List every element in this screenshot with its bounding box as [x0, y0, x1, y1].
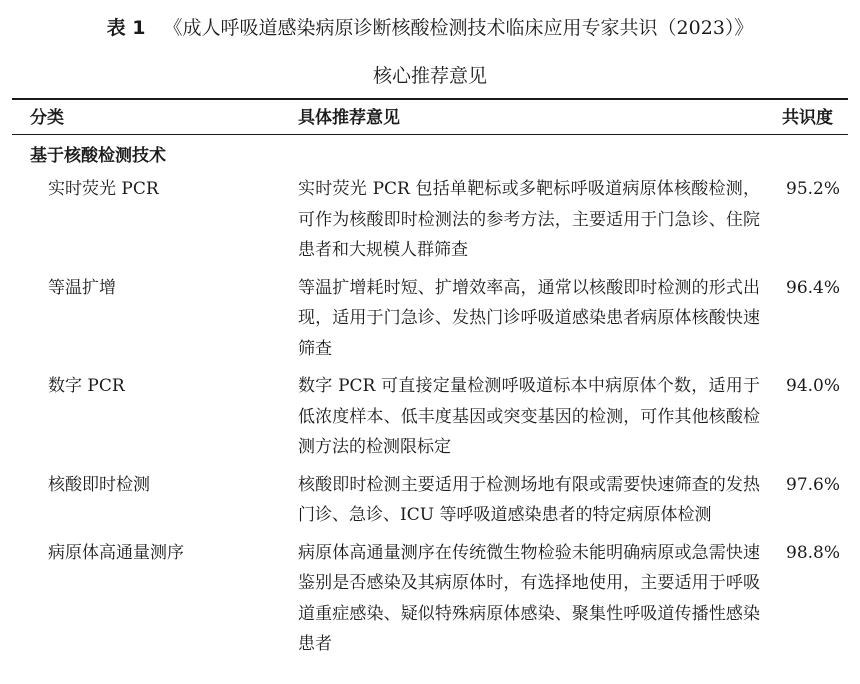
row-consensus: 98.8% [786, 542, 841, 563]
table-number-label: 表 1 [106, 17, 146, 39]
table-row [0, 470, 860, 531]
table-header-row [0, 103, 860, 133]
row-consensus: 95.2% [786, 179, 841, 199]
table-row [0, 371, 860, 463]
row-consensus: 97.6% [786, 474, 841, 495]
section-heading: 基于核酸检测技术 [30, 146, 166, 166]
header-consensus: 共识度 [782, 108, 833, 128]
table-body [0, 174, 860, 660]
table-title-text: 《成人呼吸道感染病原诊断核酸检测技术临床应用专家共识（2023）》 [163, 17, 754, 39]
row-category: 数字 PCR [48, 376, 125, 396]
row-consensus: 96.4% [786, 277, 841, 298]
table-title [0, 14, 860, 42]
table-row [0, 538, 860, 660]
row-recommendation: 病原体高通量测序在传统微生物检验未能明确病原或急需快速鉴别是否感染及其病原体时，有选择地使用，主要适用于呼吸道重症感染、疑似特殊病原体感染、聚集性呼吸道传播性感染患者 [298, 542, 760, 654]
table-row [0, 273, 860, 365]
row-recommendation: 实时荧光 PCR 包括单靶标或多靶标呼吸道病原体核酸检测，可作为核酸即时检测法的参考方法，主要适用于门急诊、住院患者和大规模人群筛查 [298, 179, 760, 260]
table-row [0, 174, 860, 266]
table-subtitle: 核心推荐意见 [372, 65, 487, 87]
header-recommendation: 具体推荐意见 [298, 108, 400, 128]
row-category: 实时荧光 PCR [48, 179, 159, 199]
table-header-rule [12, 134, 848, 135]
row-recommendation: 数字 PCR 可直接定量检测呼吸道标本中病原体个数，适用于低浓度样本、低丰度基因或突变基因的检测，可作其他核酸检测方法的检测限标定 [298, 376, 760, 457]
row-category: 等温扩增 [48, 277, 116, 298]
row-category: 病原体高通量测序 [48, 542, 184, 563]
header-category: 分类 [30, 108, 64, 128]
row-category: 核酸即时检测 [48, 474, 150, 495]
row-recommendation: 等温扩增耗时短、扩增效率高，通常以核酸即时检测的形式出现，适用于门急诊、发热门诊呼吸道感染患者病原体核酸快速筛查 [298, 277, 760, 359]
table-top-rule [12, 98, 848, 100]
row-recommendation: 核酸即时检测主要适用于检测场地有限或需要快速筛查的发热门诊、急诊、ICU 等呼吸道感染患者的特定病原体检测 [298, 474, 760, 525]
row-consensus: 94.0% [786, 376, 841, 396]
